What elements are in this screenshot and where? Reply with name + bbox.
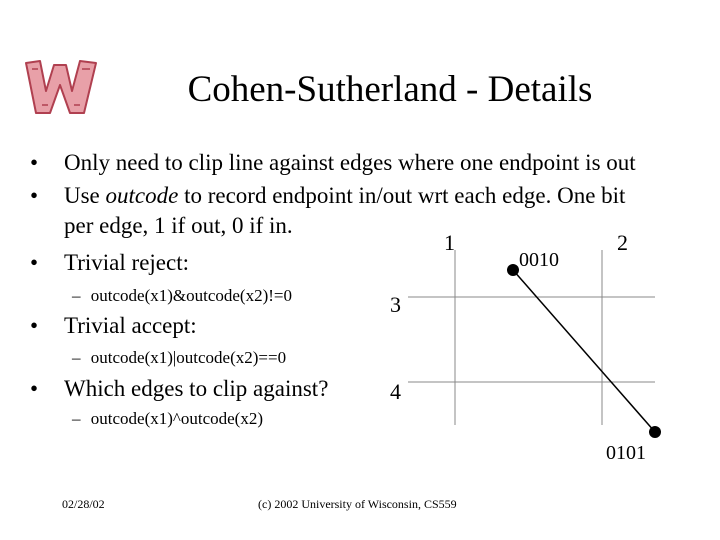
italic-term: outcode — [105, 183, 179, 208]
bullet-text: per edge, 1 if out, 0 if in. — [64, 213, 293, 238]
edge-label-3: 3 — [390, 292, 401, 317]
slide-title: Cohen-Sutherland - Details — [187, 69, 593, 110]
sub-text: outcode(x1)^outcode(x2) — [90, 409, 263, 428]
line-segment — [513, 270, 655, 432]
endpoint-code-x1: 0010 — [519, 249, 559, 271]
bullet-text: Trivial accept: — [64, 313, 197, 338]
bullet-text: Use outcode to record endpoint in/out wrt each edge. One bit — [64, 183, 626, 208]
bullet-text: Only need to clip line against edges where one endpoint is out — [64, 150, 636, 175]
edge-label-4: 4 — [390, 379, 401, 404]
endpoint-x2 — [649, 426, 661, 438]
endpoint-code-x2: 0101 — [606, 442, 646, 464]
footer-date: 02/28/02 — [62, 497, 105, 511]
edge-label-1: 1 — [444, 230, 455, 255]
sub-dash: – — [72, 286, 81, 305]
sub-dash: – — [72, 348, 81, 367]
endpoint-x1 — [507, 264, 519, 276]
bullet-dot: • — [30, 313, 39, 338]
bullet-dot: • — [30, 150, 39, 175]
bullet-dot: • — [30, 250, 39, 275]
bullet-text: Which edges to clip against? — [64, 376, 329, 401]
sub-text: outcode(x1)&outcode(x2)!=0 — [90, 286, 292, 305]
bullet-dot: • — [30, 183, 39, 208]
bullet-dot: • — [30, 376, 39, 401]
sub-dash: – — [72, 409, 81, 428]
sub-text: outcode(x1)|outcode(x2)==0 — [90, 348, 287, 367]
footer-copyright: (c) 2002 University of Wisconsin, CS559 — [258, 497, 457, 511]
bullet-text: Trivial reject: — [64, 250, 189, 275]
edge-label-2: 2 — [617, 230, 628, 255]
